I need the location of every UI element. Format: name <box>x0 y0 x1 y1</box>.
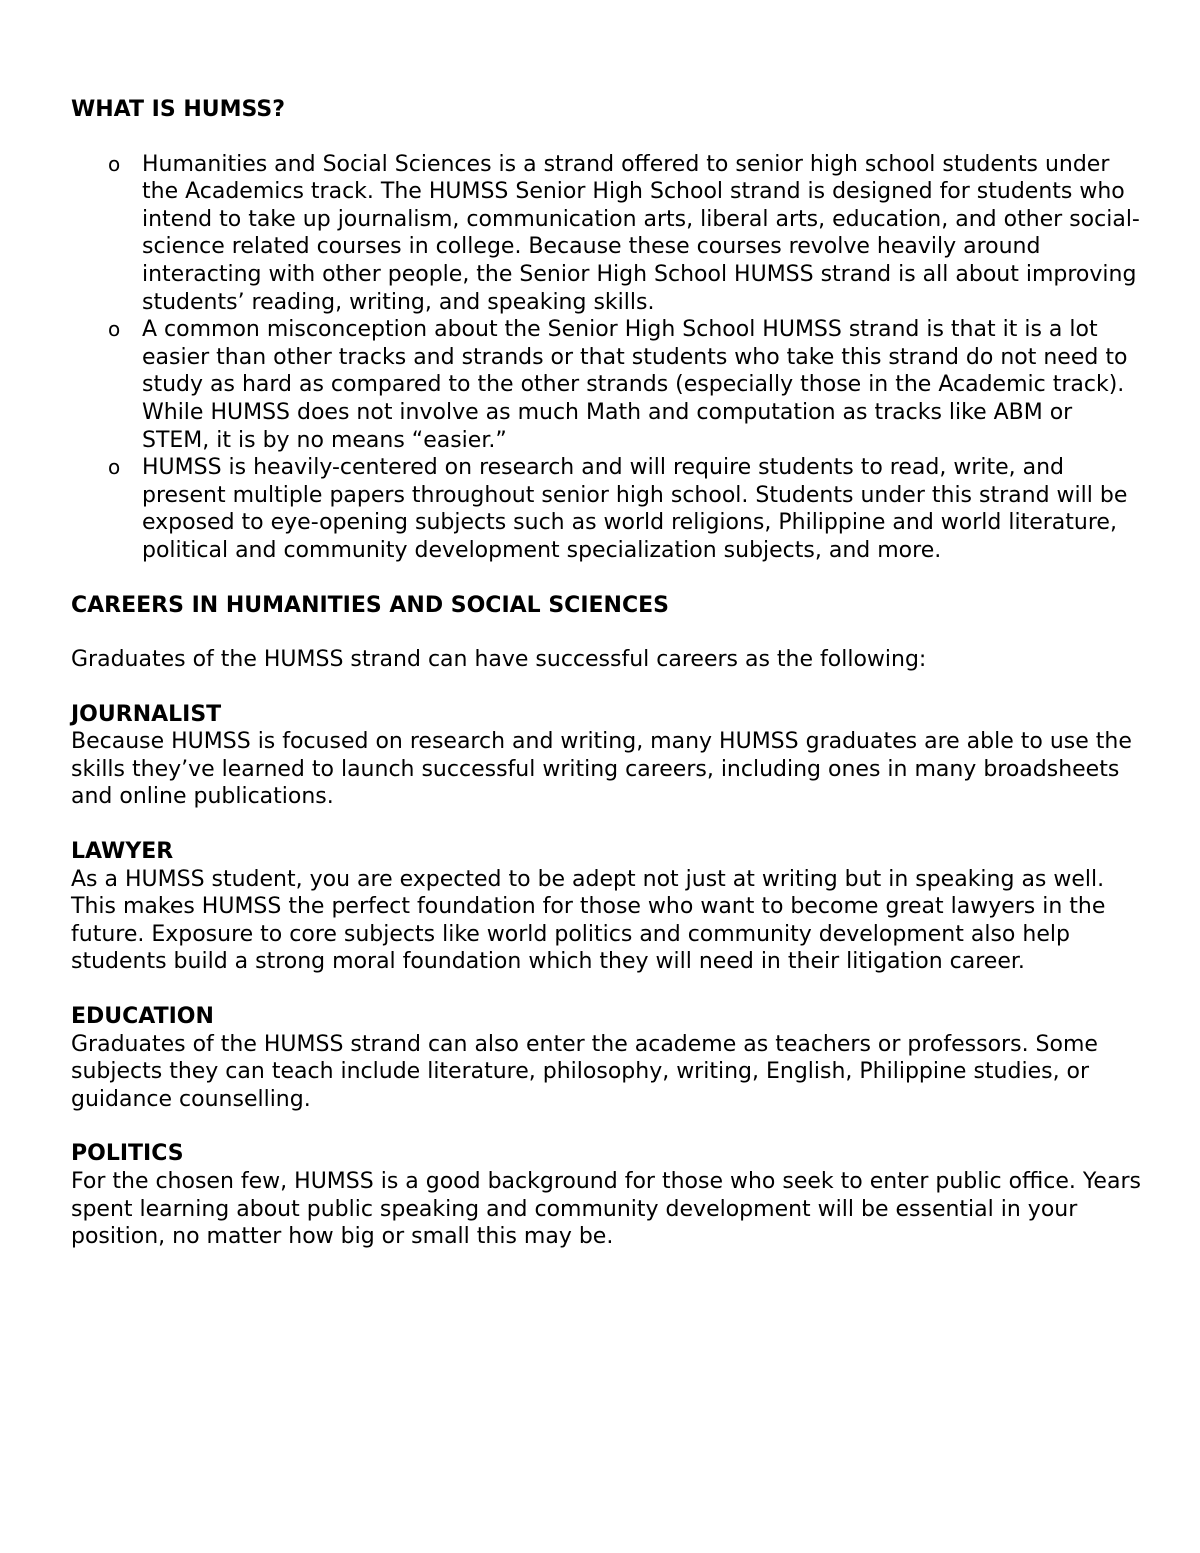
career-education <box>71 1003 1141 1113</box>
bullet-text: A common misconception about the Senior High School HUMSS strand is that it is a lot easier than other tracks and strands or that students who take this strand do not need to study as hard as compared to the other strands (especially those in the Academic track). While HUMSS does not involve as much Math and computation as tracks like ABM or STEM, it is by no means “easier.” <box>142 317 1128 453</box>
career-politics <box>71 1140 1141 1250</box>
career-lawyer <box>71 838 1141 976</box>
bullet-circle-icon: o <box>108 455 121 480</box>
list-item <box>71 316 1141 454</box>
list-item <box>71 454 1141 564</box>
career-title: POLITICS <box>71 1141 184 1167</box>
list-item <box>71 151 1141 317</box>
career-description: For the chosen few, HUMSS is a good background for those who seek to enter public office. Years spent learning about public speaking and community development will be essential in your position, no matter how big or small this may be. <box>71 1169 1141 1250</box>
section-heading-careers: CAREERS IN HUMANITIES AND SOCIAL SCIENCES <box>71 592 669 618</box>
careers-intro: Graduates of the HUMSS strand can have successful careers as the following: <box>71 647 927 673</box>
bullet-text: HUMSS is heavily-centered on research and will require students to read, write, and present multiple papers throughout senior high school. Students under this strand will be exposed to eye-opening subjects such as world religions, Philippine and world literature, political and community development specialization subjects, and more. <box>142 455 1128 563</box>
career-description: Graduates of the HUMSS strand can also enter the academe as teachers or professors. Some subjects they can teach include literature, philosophy, writing, English, Philippine studies, or guidance counselling. <box>71 1031 1098 1112</box>
career-title: LAWYER <box>71 839 174 865</box>
document-page <box>71 96 1141 1278</box>
bullet-circle-icon: o <box>108 317 121 342</box>
career-title: EDUCATION <box>71 1004 214 1030</box>
career-journalist <box>71 701 1141 811</box>
bullet-text: Humanities and Social Sciences is a strand offered to senior high school students under the Academics track. The HUMSS Senior High School strand is designed for students who intend to take up journalism, communication arts, liberal arts, education, and other social-science related courses in college. Because these courses revolve heavily around interacting with other people, the Senior High School HUMSS strand is all about improving students’ reading, writing, and speaking skills. <box>142 151 1140 315</box>
career-description: Because HUMSS is focused on research and writing, many HUMSS graduates are able to use the skills they’ve learned to launch successful writing careers, including ones in many broadsheets and online publications. <box>71 729 1132 810</box>
career-title: JOURNALIST <box>71 701 222 727</box>
section-heading-what-is-humss: WHAT IS HUMSS? <box>71 97 285 122</box>
bullet-circle-icon: o <box>108 151 121 176</box>
career-description: As a HUMSS student, you are expected to be adept not just at writing but in speaking as well. This makes HUMSS the perfect foundation for those who want to become great lawyers in the future. Exposure to core subjects like world politics and community development also help students build a strong moral foundation which they will need in their litigation career. <box>71 866 1106 975</box>
humss-bullet-list <box>71 151 1141 565</box>
